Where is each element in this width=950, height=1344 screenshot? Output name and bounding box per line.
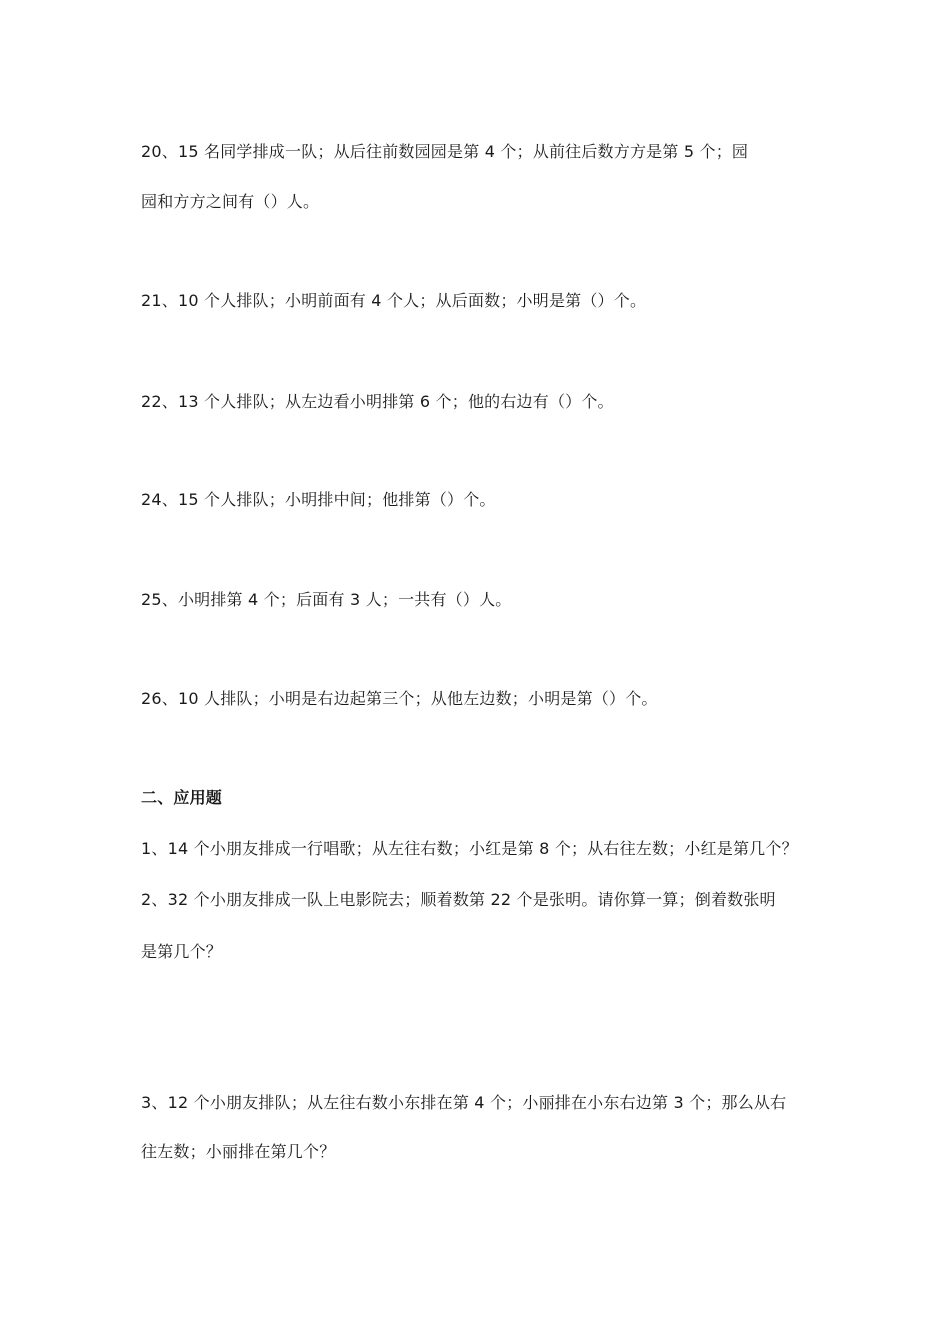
section-heading: 二、应用题 [141,788,223,807]
application-3-line-2: 往左数；小丽排在第几个？ [141,1142,336,1161]
question-25: 25、小明排第 4 个；后面有 3 人；一共有（）人。 [141,590,512,609]
question-24: 24、15 个人排队；小明排中间；他排第（）个。 [141,490,496,509]
application-2-line-2: 是第几个？ [141,942,223,961]
question-22: 22、13 个人排队；从左边看小明排第 6 个；他的右边有（）个。 [141,392,614,411]
application-2-line-1: 2、32 个小朋友排成一队上电影院去；顺着数第 22 个是张明。请你算一算；倒着数张明 [141,890,776,909]
application-1: 1、14 个小朋友排成一行唱歌；从左往右数；小红是第 8 个；从右往左数；小红是第几个？ [141,839,798,858]
question-20-line-1: 20、15 名同学排成一队；从后往前数园园是第 4 个；从前往后数方方是第 5 个；园 [141,142,749,161]
application-3-line-1: 3、12 个小朋友排队；从左往右数小东排在第 4 个；小丽排在小东右边第 3 个；那么从右 [141,1093,787,1112]
question-21: 21、10 个人排队；小明前面有 4 个人；从后面数；小明是第（）个。 [141,291,647,310]
question-20-line-2: 园和方方之间有（）人。 [141,192,320,211]
question-26: 26、10 人排队；小明是右边起第三个；从他左边数；小明是第（）个。 [141,689,658,708]
